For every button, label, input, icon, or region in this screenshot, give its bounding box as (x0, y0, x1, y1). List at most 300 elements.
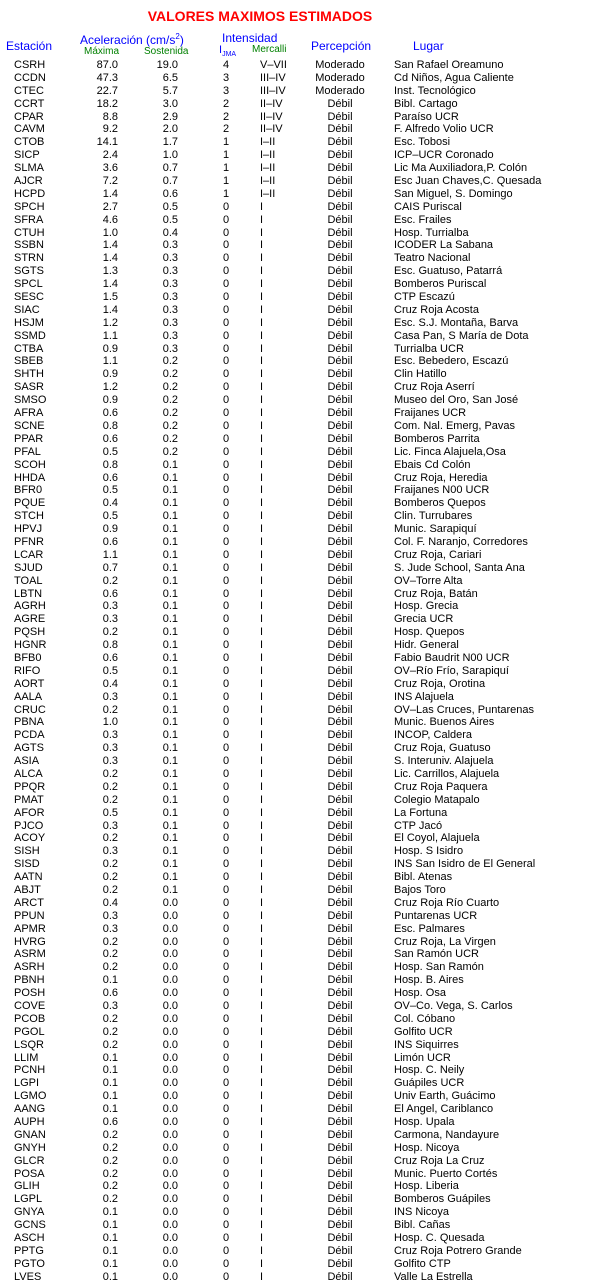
percepcion: Débil (327, 742, 353, 755)
lugar: Cruz Roja, La Virgen (394, 935, 496, 948)
station-code: LGPL (14, 1193, 43, 1206)
lugar: Esc. Bebedero, Escazú (394, 355, 509, 368)
station-code: ABJT (14, 884, 41, 896)
table-row (0, 1271, 590, 1284)
table-row (0, 1142, 590, 1155)
intensidad-jma: 0 (222, 239, 230, 252)
lugar: Cruz Roja, Batán (394, 587, 478, 600)
table-row (0, 1064, 590, 1077)
intensidad-mercalli: I (260, 871, 264, 884)
table-row (0, 1000, 590, 1013)
lugar: Com. Nal. Emerg, Pavas (394, 419, 516, 432)
table-row (0, 1077, 590, 1090)
percepcion: Débil (327, 123, 353, 136)
lugar: Univ Earth, Guácimo (394, 1090, 496, 1103)
lugar: Esc. Frailes (394, 213, 452, 226)
intensidad-jma: 0 (222, 510, 230, 523)
station-code: PGTO (14, 1257, 45, 1270)
intensidad-jma: 0 (222, 1167, 230, 1180)
aceleracion-maxima: 0.3 (102, 755, 118, 768)
intensidad-mercalli: I (260, 445, 264, 458)
lugar: Hosp. Quepos (394, 626, 465, 639)
aceleracion-sostenida: 0.1 (162, 561, 178, 574)
table-row (0, 214, 590, 227)
intensidad-mercalli: I (260, 909, 264, 922)
header-mercalli: Mercalli (252, 44, 287, 55)
station-code: PPAR (14, 432, 44, 445)
lugar: INS Siquirres (394, 1038, 459, 1051)
station-code: GNYH (14, 1141, 46, 1154)
intensidad-mercalli: I–II (260, 187, 276, 200)
intensidad-mercalli: I (260, 613, 264, 626)
intensidad-mercalli: I–II (260, 136, 276, 149)
aceleracion-maxima: 0.6 (102, 407, 118, 420)
lugar: Hosp. C. Quesada (394, 1232, 485, 1245)
intensidad-jma: 0 (222, 561, 230, 574)
table-row (0, 807, 590, 820)
aceleracion-maxima: 0.3 (102, 600, 118, 613)
table-row (0, 420, 590, 433)
aceleracion-sostenida: 0.5 (162, 200, 178, 213)
table-row (0, 407, 590, 420)
lugar: Clin. Turrubares (394, 510, 473, 523)
intensidad-jma: 0 (222, 858, 230, 871)
percepcion: Débil (327, 858, 353, 871)
intensidad-jma: 0 (222, 677, 230, 690)
intensidad-mercalli: I (260, 1206, 264, 1219)
intensidad-jma: 0 (222, 432, 230, 445)
lugar: Bibl. Cartago (394, 97, 458, 110)
table-row (0, 639, 590, 652)
lugar: Lic. Finca Alajuela,Osa (394, 445, 506, 458)
aceleracion-maxima: 0.2 (102, 767, 118, 780)
intensidad-jma: 0 (222, 1141, 230, 1154)
station-code: PPQR (14, 780, 46, 793)
aceleracion-maxima: 0.2 (102, 858, 118, 871)
table-row (0, 691, 590, 704)
lugar: Cruz Roja Aserrí (394, 381, 475, 394)
header-aceleracion-prefix: Aceleración (cm/s (80, 33, 176, 47)
percepcion: Débil (327, 755, 353, 768)
station-code: PFAL (14, 445, 41, 458)
table-row (0, 536, 590, 549)
station-code: SLMA (14, 162, 44, 175)
lugar: Munic. Sarapiquí (394, 523, 477, 536)
table-row (0, 201, 590, 214)
aceleracion-maxima: 1.0 (102, 716, 118, 729)
intensidad-mercalli: I (260, 961, 264, 974)
lugar: Ebais Cd Colón (394, 458, 471, 471)
station-code: CRUC (14, 703, 46, 716)
intensidad-jma: 0 (222, 1000, 230, 1013)
lugar: Lic. Carrillos, Alajuela (394, 767, 500, 780)
aceleracion-maxima: 0.1 (102, 1257, 118, 1270)
intensidad-mercalli: I (260, 252, 264, 265)
station-code: SHTH (14, 368, 44, 381)
percepcion: Débil (327, 136, 353, 149)
intensidad-jma: 0 (222, 922, 230, 935)
lugar: Esc. Guatuso, Patarrá (394, 265, 503, 278)
intensidad-jma: 0 (222, 1077, 230, 1090)
table-row (0, 111, 590, 124)
lugar: OV–Río Frío, Sarapiquí (394, 664, 509, 677)
station-code: HGNR (14, 639, 47, 652)
intensidad-mercalli: I (260, 561, 264, 574)
aceleracion-maxima: 0.2 (102, 780, 118, 793)
header-percepcion: Percepción (311, 39, 372, 53)
aceleracion-maxima: 0.2 (102, 871, 118, 884)
aceleracion-sostenida: 0.3 (162, 291, 178, 304)
table-row (0, 149, 590, 162)
intensidad-jma: 0 (222, 484, 230, 497)
table-row (0, 368, 590, 381)
station-code: SJUD (14, 561, 43, 574)
aceleracion-maxima: 0.2 (102, 1167, 118, 1180)
station-code: ALCA (14, 767, 43, 780)
intensidad-mercalli: I–II (260, 162, 276, 175)
aceleracion-maxima: 0.4 (102, 677, 118, 690)
station-code: CPAR (14, 110, 44, 123)
intensidad-mercalli: I (260, 407, 264, 420)
percepcion: Débil (327, 1193, 353, 1206)
table-row (0, 123, 590, 136)
table-row (0, 381, 590, 394)
percepcion: Débil (327, 1025, 353, 1038)
percepcion: Moderado (315, 59, 365, 71)
lugar: F. Alfredo Volio UCR (394, 123, 494, 136)
aceleracion-sostenida: 0.0 (162, 909, 178, 922)
aceleracion-sostenida: 0.1 (162, 587, 178, 600)
aceleracion-sostenida: 5.7 (162, 84, 178, 97)
station-code: PGOL (14, 1025, 45, 1038)
aceleracion-maxima: 0.5 (102, 445, 118, 458)
aceleracion-maxima: 2.4 (102, 149, 118, 162)
aceleracion-sostenida: 0.1 (162, 548, 178, 561)
percepcion: Débil (327, 884, 353, 896)
aceleracion-sostenida: 0.0 (162, 1051, 178, 1064)
station-code: ASIA (14, 755, 40, 768)
intensidad-mercalli: I (260, 1077, 264, 1090)
percepcion: Débil (327, 226, 353, 239)
aceleracion-maxima: 0.4 (102, 896, 118, 909)
intensidad-mercalli: I (260, 974, 264, 987)
table-row (0, 729, 590, 742)
aceleracion-sostenida: 0.0 (162, 1232, 178, 1245)
intensidad-mercalli: I (260, 458, 264, 471)
table-row (0, 871, 590, 884)
station-code: LVES (14, 1270, 42, 1283)
table-row (0, 523, 590, 536)
percepcion: Débil (327, 484, 353, 497)
aceleracion-maxima: 0.1 (102, 1051, 118, 1064)
percepcion: Débil (327, 780, 353, 793)
aceleracion-sostenida: 0.1 (162, 510, 178, 523)
percepcion: Débil (327, 458, 353, 471)
aceleracion-sostenida: 0.1 (162, 600, 178, 613)
aceleracion-maxima: 2.7 (102, 200, 118, 213)
lugar: Bomberos Parrita (394, 432, 480, 445)
lugar: Hosp. B. Aires (394, 974, 464, 987)
intensidad-jma: 0 (222, 1232, 230, 1245)
percepcion: Débil (327, 394, 353, 407)
intensidad-mercalli: I (260, 1051, 264, 1064)
intensidad-mercalli: I (260, 1103, 264, 1116)
table-row (0, 136, 590, 149)
aceleracion-maxima: 0.8 (102, 458, 118, 471)
percepcion: Débil (327, 1206, 353, 1219)
intensidad-mercalli: I (260, 987, 264, 1000)
intensidad-jma: 0 (222, 1244, 230, 1257)
intensidad-mercalli: I (260, 896, 264, 909)
aceleracion-sostenida: 0.3 (162, 239, 178, 252)
table-row (0, 626, 590, 639)
station-code: LBTN (14, 587, 43, 600)
station-table (0, 59, 590, 1284)
table-row (0, 304, 590, 317)
intensidad-mercalli: I (260, 1219, 264, 1232)
aceleracion-maxima: 0.2 (102, 703, 118, 716)
aceleracion-sostenida: 0.3 (162, 265, 178, 278)
percepcion: Débil (327, 149, 353, 162)
intensidad-jma: 0 (222, 1090, 230, 1103)
lugar: Cruz Roja Acosta (394, 303, 479, 316)
table-row (0, 897, 590, 910)
intensidad-mercalli: I (260, 484, 264, 497)
aceleracion-sostenida: 0.1 (162, 484, 178, 497)
intensidad-mercalli: I (260, 213, 264, 226)
lugar: OV–Co. Vega, S. Carlos (394, 1000, 513, 1013)
table-row (0, 768, 590, 781)
intensidad-jma: 0 (222, 278, 230, 291)
intensidad-mercalli: III–IV (260, 71, 286, 84)
table-row (0, 1193, 590, 1206)
percepcion: Débil (327, 690, 353, 703)
station-code: STCH (14, 510, 44, 523)
intensidad-jma: 0 (222, 780, 230, 793)
intensidad-jma: 0 (222, 639, 230, 652)
station-code: BFR0 (14, 484, 43, 497)
percepcion: Débil (327, 1154, 353, 1167)
percepcion: Débil (327, 987, 353, 1000)
intensidad-mercalli: I (260, 858, 264, 871)
percepcion: Débil (327, 961, 353, 974)
aceleracion-maxima: 1.4 (102, 278, 118, 291)
intensidad-jma: 0 (222, 1206, 230, 1219)
aceleracion-sostenida: 0.0 (162, 1025, 178, 1038)
intensidad-mercalli: I (260, 239, 264, 252)
percepcion: Débil (327, 716, 353, 729)
station-code: GNAN (14, 1128, 46, 1141)
station-code: ASRM (14, 948, 46, 961)
aceleracion-sostenida: 0.1 (162, 690, 178, 703)
station-code: GLIH (14, 1180, 40, 1193)
station-code: PQSH (14, 626, 46, 639)
intensidad-jma: 0 (222, 1193, 230, 1206)
station-code: CCDN (14, 71, 46, 84)
aceleracion-sostenida: 0.1 (162, 639, 178, 652)
intensidad-mercalli: I (260, 497, 264, 510)
aceleracion-sostenida: 6.5 (162, 71, 178, 84)
aceleracion-sostenida: 0.1 (162, 677, 178, 690)
aceleracion-maxima: 0.2 (102, 626, 118, 639)
intensidad-mercalli: I (260, 200, 264, 213)
table-row (0, 188, 590, 201)
intensidad-jma: 0 (222, 445, 230, 458)
table-row (0, 652, 590, 665)
percepcion: Débil (327, 1064, 353, 1077)
percepcion: Débil (327, 974, 353, 987)
percepcion: Débil (327, 871, 353, 884)
percepcion: Débil (327, 355, 353, 368)
percepcion: Débil (327, 948, 353, 961)
intensidad-jma: 2 (222, 110, 230, 123)
lugar: ICP–UCR Coronado (394, 149, 494, 162)
aceleracion-maxima: 0.8 (102, 419, 118, 432)
intensidad-jma: 0 (222, 987, 230, 1000)
percepcion: Débil (327, 1141, 353, 1154)
intensidad-mercalli: I (260, 1270, 264, 1283)
table-row (0, 588, 590, 601)
lugar: ICODER La Sabana (394, 239, 494, 252)
intensidad-mercalli: I (260, 1244, 264, 1257)
aceleracion-sostenida: 0.1 (162, 793, 178, 806)
lugar: Hosp. Liberia (394, 1180, 459, 1193)
aceleracion-sostenida: 0.0 (162, 1116, 178, 1129)
intensidad-mercalli: I (260, 342, 264, 355)
station-code: LLIM (14, 1051, 39, 1064)
station-code: PFNR (14, 535, 44, 548)
table-row (0, 923, 590, 936)
percepcion: Débil (327, 291, 353, 304)
percepcion: Débil (327, 471, 353, 484)
percepcion: Débil (327, 368, 353, 381)
intensidad-jma: 0 (222, 742, 230, 755)
lugar: El Angel, Cariblanco (394, 1103, 494, 1116)
table-row (0, 252, 590, 265)
table-row (0, 497, 590, 510)
intensidad-jma: 0 (222, 755, 230, 768)
lugar: INS San Isidro de El General (394, 858, 536, 871)
aceleracion-sostenida: 0.1 (162, 497, 178, 510)
percepcion: Débil (327, 1038, 353, 1051)
aceleracion-sostenida: 2.9 (162, 110, 178, 123)
percepcion: Débil (327, 896, 353, 909)
station-code: SESC (14, 291, 44, 304)
intensidad-mercalli: I (260, 1193, 264, 1206)
percepcion: Débil (327, 664, 353, 677)
aceleracion-maxima: 0.3 (102, 1000, 118, 1013)
aceleracion-maxima: 1.0 (102, 226, 118, 239)
intensidad-mercalli: III–IV (260, 84, 286, 97)
table-row (0, 433, 590, 446)
aceleracion-maxima: 0.3 (102, 845, 118, 858)
intensidad-jma: 4 (222, 59, 230, 71)
station-code: CTBA (14, 342, 44, 355)
percepcion: Débil (327, 316, 353, 329)
table-row (0, 716, 590, 729)
station-code: LSQR (14, 1038, 44, 1051)
aceleracion-sostenida: 0.0 (162, 1244, 178, 1257)
percepcion: Débil (327, 175, 353, 188)
intensidad-mercalli: I (260, 265, 264, 278)
percepcion: Débil (327, 1077, 353, 1090)
percepcion: Débil (327, 1270, 353, 1283)
intensidad-mercalli: I (260, 651, 264, 664)
aceleracion-sostenida: 0.0 (162, 1180, 178, 1193)
station-code: GLCR (14, 1154, 45, 1167)
percepcion: Débil (327, 703, 353, 716)
station-code: AANG (14, 1103, 46, 1116)
lugar: Teatro Nacional (394, 252, 471, 265)
aceleracion-sostenida: 0.4 (162, 226, 178, 239)
aceleracion-sostenida: 0.1 (162, 471, 178, 484)
aceleracion-maxima: 0.1 (102, 1077, 118, 1090)
table-row (0, 291, 590, 304)
station-code: POSH (14, 987, 46, 1000)
aceleracion-maxima: 0.4 (102, 497, 118, 510)
aceleracion-sostenida: 0.1 (162, 742, 178, 755)
aceleracion-sostenida: 0.0 (162, 1103, 178, 1116)
aceleracion-sostenida: 0.2 (162, 419, 178, 432)
aceleracion-sostenida: 0.0 (162, 1077, 178, 1090)
aceleracion-sostenida: 0.0 (162, 1128, 178, 1141)
table-row (0, 317, 590, 330)
header-lugar: Lugar (413, 39, 444, 53)
lugar: Cruz Roja, Cariari (394, 548, 482, 561)
aceleracion-sostenida: 0.1 (162, 819, 178, 832)
station-code: TOAL (14, 574, 43, 587)
aceleracion-sostenida: 0.0 (162, 922, 178, 935)
aceleracion-maxima: 0.2 (102, 1154, 118, 1167)
table-row (0, 1232, 590, 1245)
lugar: Bajos Toro (394, 884, 446, 896)
aceleracion-maxima: 0.6 (102, 432, 118, 445)
aceleracion-maxima: 0.3 (102, 613, 118, 626)
intensidad-jma: 0 (222, 626, 230, 639)
intensidad-jma: 0 (222, 884, 230, 896)
table-row (0, 162, 590, 175)
aceleracion-maxima: 0.8 (102, 639, 118, 652)
intensidad-mercalli: I (260, 1232, 264, 1245)
station-code: CAVM (14, 123, 45, 136)
station-code: PBNA (14, 716, 44, 729)
intensidad-mercalli: I (260, 1141, 264, 1154)
aceleracion-sostenida: 0.2 (162, 355, 178, 368)
intensidad-jma: 3 (222, 84, 230, 97)
aceleracion-maxima: 0.9 (102, 523, 118, 536)
aceleracion-sostenida: 0.3 (162, 278, 178, 291)
intensidad-mercalli: I (260, 329, 264, 342)
intensidad-mercalli: I (260, 703, 264, 716)
aceleracion-sostenida: 0.1 (162, 535, 178, 548)
lugar: Bomberos Quepos (394, 497, 486, 510)
intensidad-jma: 0 (222, 381, 230, 394)
lugar: Puntarenas UCR (394, 909, 478, 922)
intensidad-mercalli: I (260, 845, 264, 858)
header-maxima: Máxima (84, 46, 120, 57)
aceleracion-sostenida: 0.1 (162, 729, 178, 742)
aceleracion-maxima: 0.7 (102, 561, 118, 574)
aceleracion-maxima: 87.0 (96, 59, 118, 71)
intensidad-mercalli: I (260, 523, 264, 536)
aceleracion-maxima: 0.3 (102, 729, 118, 742)
percepcion: Débil (327, 1012, 353, 1025)
intensidad-mercalli: I (260, 922, 264, 935)
aceleracion-sostenida: 0.0 (162, 974, 178, 987)
intensidad-jma: 0 (222, 1219, 230, 1232)
intensidad-jma: 0 (222, 226, 230, 239)
lugar: Cruz Roja La Cruz (394, 1154, 485, 1167)
